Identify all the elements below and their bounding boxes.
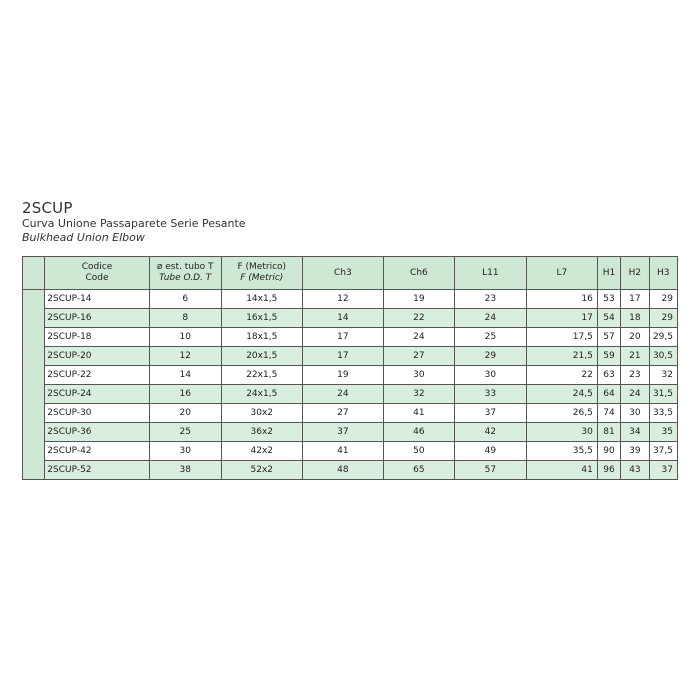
table-row bbox=[23, 290, 678, 309]
cell-thread: 52x2 bbox=[221, 461, 302, 480]
cell-h2: 43 bbox=[621, 461, 649, 480]
cell-h1: 54 bbox=[597, 309, 620, 328]
cell-tube-od: 38 bbox=[149, 461, 221, 480]
cell-thread: 30x2 bbox=[221, 404, 302, 423]
cell-thread: 22x1,5 bbox=[221, 366, 302, 385]
cell-h3: 30,5 bbox=[649, 347, 677, 366]
cell-code: 2SCUP-42 bbox=[45, 442, 149, 461]
cell-ch6: 30 bbox=[383, 366, 454, 385]
cell-ch3: 48 bbox=[302, 461, 383, 480]
cell-h2: 23 bbox=[621, 366, 649, 385]
cell-ch3: 41 bbox=[302, 442, 383, 461]
cell-thread: 16x1,5 bbox=[221, 309, 302, 328]
cell-h2: 18 bbox=[621, 309, 649, 328]
cell-l7: 21,5 bbox=[526, 347, 597, 366]
column-header-tube-od: ø est. tubo T Tube O.D. T bbox=[149, 257, 221, 290]
cell-tube-od: 6 bbox=[149, 290, 221, 309]
column-header-code: Codice Code bbox=[45, 257, 149, 290]
cell-ch6: 19 bbox=[383, 290, 454, 309]
cell-l7: 35,5 bbox=[526, 442, 597, 461]
cell-l7: 16 bbox=[526, 290, 597, 309]
table-body bbox=[23, 290, 678, 480]
cell-ch6: 65 bbox=[383, 461, 454, 480]
cell-h2: 20 bbox=[621, 328, 649, 347]
table-row bbox=[23, 423, 678, 442]
cell-ch6: 24 bbox=[383, 328, 454, 347]
cell-h2: 34 bbox=[621, 423, 649, 442]
column-header-h2: H2 bbox=[621, 257, 649, 290]
table-row bbox=[23, 385, 678, 404]
cell-code: 2SCUP-52 bbox=[45, 461, 149, 480]
cell-ch3: 24 bbox=[302, 385, 383, 404]
cell-tube-od: 25 bbox=[149, 423, 221, 442]
cell-code: 2SCUP-22 bbox=[45, 366, 149, 385]
cell-h2: 24 bbox=[621, 385, 649, 404]
cell-l11: 33 bbox=[454, 385, 526, 404]
cell-ch6: 32 bbox=[383, 385, 454, 404]
column-header-ch6: Ch6 bbox=[383, 257, 454, 290]
cell-l7: 22 bbox=[526, 366, 597, 385]
cell-l7: 17 bbox=[526, 309, 597, 328]
column-header-l7: L7 bbox=[526, 257, 597, 290]
cell-h3: 31,5 bbox=[649, 385, 677, 404]
cell-ch3: 12 bbox=[302, 290, 383, 309]
cell-h3: 29 bbox=[649, 290, 677, 309]
cell-code: 2SCUP-18 bbox=[45, 328, 149, 347]
cell-l7: 26,5 bbox=[526, 404, 597, 423]
cell-tube-od: 10 bbox=[149, 328, 221, 347]
cell-h1: 63 bbox=[597, 366, 620, 385]
cell-ch6: 50 bbox=[383, 442, 454, 461]
cell-h2: 39 bbox=[621, 442, 649, 461]
cell-tube-od: 30 bbox=[149, 442, 221, 461]
cell-ch3: 17 bbox=[302, 328, 383, 347]
cell-ch3: 14 bbox=[302, 309, 383, 328]
cell-l7: 30 bbox=[526, 423, 597, 442]
cell-ch6: 46 bbox=[383, 423, 454, 442]
cell-tube-od: 20 bbox=[149, 404, 221, 423]
cell-code: 2SCUP-36 bbox=[45, 423, 149, 442]
table-row bbox=[23, 309, 678, 328]
cell-ch3: 17 bbox=[302, 347, 383, 366]
column-header-h3: H3 bbox=[649, 257, 677, 290]
column-header-ch3: Ch3 bbox=[302, 257, 383, 290]
product-header bbox=[22, 199, 246, 245]
cell-ch6: 41 bbox=[383, 404, 454, 423]
cell-h1: 57 bbox=[597, 328, 620, 347]
cell-ch6: 27 bbox=[383, 347, 454, 366]
cell-ch3: 37 bbox=[302, 423, 383, 442]
table-row bbox=[23, 461, 678, 480]
cell-ch6: 22 bbox=[383, 309, 454, 328]
cell-h3: 37 bbox=[649, 461, 677, 480]
product-name-italian: Curva Unione Passaparete Serie Pesante bbox=[22, 217, 246, 230]
table-row bbox=[23, 347, 678, 366]
cell-thread: 14x1,5 bbox=[221, 290, 302, 309]
cell-h3: 29 bbox=[649, 309, 677, 328]
cell-l11: 37 bbox=[454, 404, 526, 423]
cell-thread: 24x1,5 bbox=[221, 385, 302, 404]
cell-thread: 42x2 bbox=[221, 442, 302, 461]
table-side-band bbox=[23, 257, 45, 290]
cell-l11: 49 bbox=[454, 442, 526, 461]
cell-l7: 41 bbox=[526, 461, 597, 480]
cell-l11: 24 bbox=[454, 309, 526, 328]
cell-code: 2SCUP-30 bbox=[45, 404, 149, 423]
cell-h1: 74 bbox=[597, 404, 620, 423]
cell-l11: 57 bbox=[454, 461, 526, 480]
table-row bbox=[23, 328, 678, 347]
cell-ch3: 19 bbox=[302, 366, 383, 385]
cell-h2: 21 bbox=[621, 347, 649, 366]
cell-code: 2SCUP-20 bbox=[45, 347, 149, 366]
table-side-band-body bbox=[23, 290, 45, 480]
table-row bbox=[23, 404, 678, 423]
table-row bbox=[23, 442, 678, 461]
cell-tube-od: 16 bbox=[149, 385, 221, 404]
product-code: 2SCUP bbox=[22, 199, 73, 217]
cell-code: 2SCUP-14 bbox=[45, 290, 149, 309]
cell-h3: 33,5 bbox=[649, 404, 677, 423]
cell-h3: 29,5 bbox=[649, 328, 677, 347]
cell-tube-od: 14 bbox=[149, 366, 221, 385]
cell-h3: 37,5 bbox=[649, 442, 677, 461]
cell-h1: 64 bbox=[597, 385, 620, 404]
cell-thread: 20x1,5 bbox=[221, 347, 302, 366]
cell-h1: 96 bbox=[597, 461, 620, 480]
cell-code: 2SCUP-24 bbox=[45, 385, 149, 404]
cell-tube-od: 8 bbox=[149, 309, 221, 328]
dimensions-table bbox=[22, 256, 678, 480]
cell-h1: 81 bbox=[597, 423, 620, 442]
column-header-h1: H1 bbox=[597, 257, 620, 290]
cell-h3: 32 bbox=[649, 366, 677, 385]
cell-h1: 90 bbox=[597, 442, 620, 461]
cell-h2: 30 bbox=[621, 404, 649, 423]
product-name-english: Bulkhead Union Elbow bbox=[22, 231, 145, 244]
table-row bbox=[23, 366, 678, 385]
cell-l11: 30 bbox=[454, 366, 526, 385]
cell-ch3: 27 bbox=[302, 404, 383, 423]
column-header-l11: L11 bbox=[454, 257, 526, 290]
cell-l7: 17,5 bbox=[526, 328, 597, 347]
cell-h3: 35 bbox=[649, 423, 677, 442]
cell-thread: 36x2 bbox=[221, 423, 302, 442]
cell-l7: 24,5 bbox=[526, 385, 597, 404]
cell-h1: 53 bbox=[597, 290, 620, 309]
cell-tube-od: 12 bbox=[149, 347, 221, 366]
cell-h1: 59 bbox=[597, 347, 620, 366]
cell-code: 2SCUP-16 bbox=[45, 309, 149, 328]
cell-l11: 23 bbox=[454, 290, 526, 309]
cell-h2: 17 bbox=[621, 290, 649, 309]
table-header-row bbox=[23, 257, 678, 290]
column-header-thread: F (Metrico) F (Metric) bbox=[221, 257, 302, 290]
cell-l11: 42 bbox=[454, 423, 526, 442]
cell-l11: 25 bbox=[454, 328, 526, 347]
cell-l11: 29 bbox=[454, 347, 526, 366]
cell-thread: 18x1,5 bbox=[221, 328, 302, 347]
